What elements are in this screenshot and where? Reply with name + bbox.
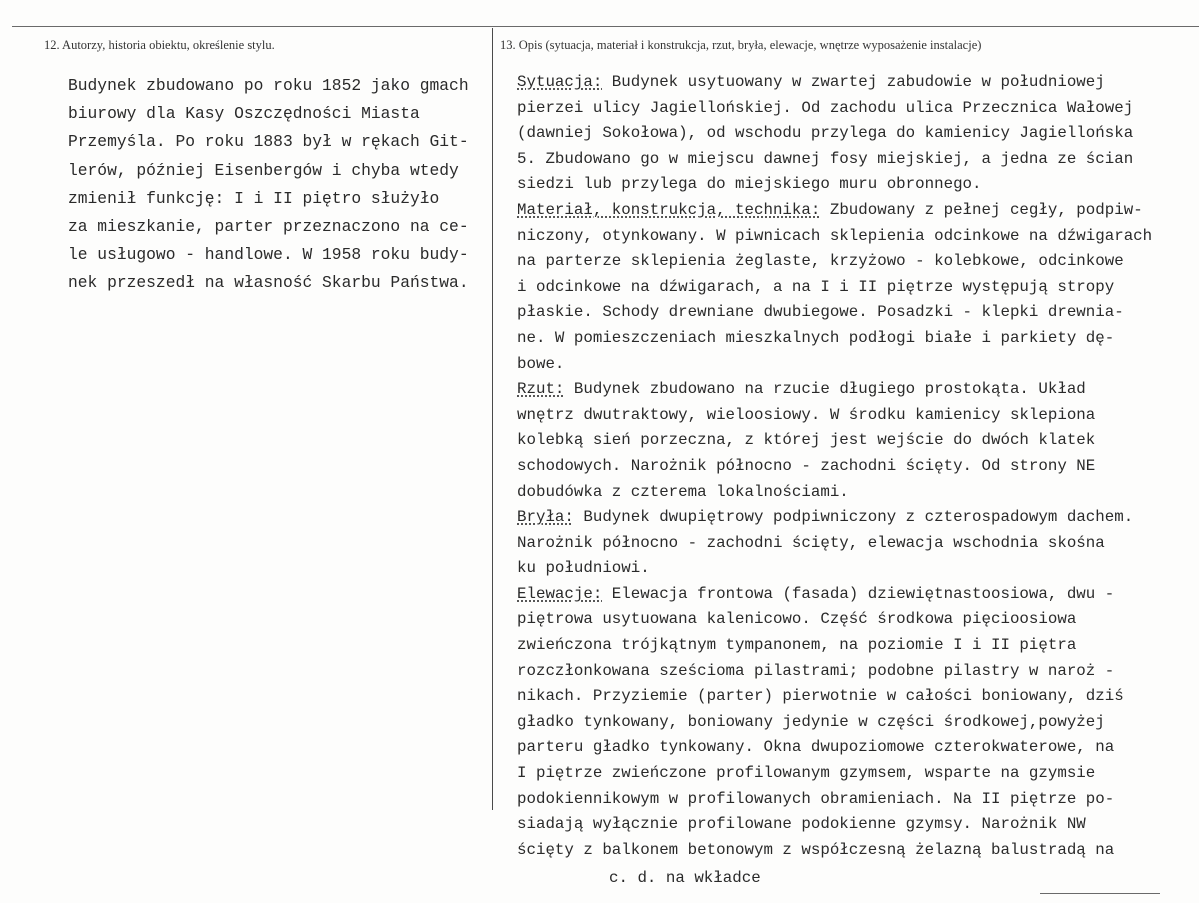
description-text: Budynek zbudowano na rzucie długiego prostokąta. Układ (564, 380, 1086, 399)
description-text: i odcinkowe na dźwigarach, a na I i II piętrze występują stropy (517, 277, 1115, 296)
history-text-block (68, 72, 490, 298)
description-text: Budynek dwupiętrowy podpiwniczony z czterospadowym dachem. (573, 508, 1134, 527)
description-text: dobudówka z czterema lokalnościami. (517, 482, 849, 501)
description-line (517, 710, 1197, 736)
header-rule (12, 26, 1199, 27)
section-label: Rzut: (517, 380, 565, 399)
description-line (517, 377, 1197, 403)
description-text: Elewacja frontowa (fasada) dziewiętnastoosiowa, dwu - (602, 584, 1115, 603)
description-text: kolebką sień porzeczna, z której jest wejście do dwóch klatek (517, 431, 1096, 450)
description-line (517, 249, 1197, 275)
description-line (517, 147, 1197, 173)
description-line (517, 659, 1197, 685)
description-line (517, 275, 1197, 301)
description-line (517, 735, 1197, 761)
description-text: Narożnik północno - zachodni ścięty, elewacja wschodnia skośna (517, 533, 1105, 552)
description-text: I piętrze zwieńczone profilowanym gzymsem, wsparte na gzymsie (517, 764, 1096, 783)
description-line (517, 454, 1197, 480)
description-text: bowe. (517, 354, 565, 373)
description-line (517, 607, 1197, 633)
description-line (517, 787, 1197, 813)
description-text: ne. W pomieszczeniach mieszkalnych podłogi białe i parkiety dę- (517, 328, 1115, 347)
description-line (517, 531, 1197, 557)
description-text-block (517, 70, 1197, 863)
description-text: podokiennikowym w profilowanych obramieniach. Na II piętrze po- (517, 789, 1115, 808)
history-line: Budynek zbudowano po roku 1852 jako gmach (68, 76, 469, 95)
description-line (517, 428, 1197, 454)
description-text: ku południowi. (517, 559, 650, 578)
right-column-header: 13. Opis (sytuacja, materiał i konstrukcja, rzut, bryła, elewacje, wnętrze wyposażenie instalacje) (500, 38, 982, 52)
description-text: niczony, otynkowany. W piwnicach sklepienia odcinkowe na dźwigarach (517, 226, 1153, 245)
description-line (517, 96, 1197, 122)
description-text: 5. Zbudowano go w miejscu dawnej fosy miejskiej, a jedna ze ścian (517, 149, 1134, 168)
description-line (517, 761, 1197, 787)
description-text: pierzei ulicy Jagiellońskiej. Od zachodu ulica Przecznica Wałowej (517, 98, 1134, 117)
description-text: siadają wyłącznie profilowane podokienne gzymsy. Narożnik NW (517, 815, 1086, 834)
description-text: nikach. Przyziemie (parter) pierwotnie w całości boniowany, dziś (517, 687, 1124, 706)
left-column-header: 12. Autorzy, historia obiektu, określenie stylu. (44, 38, 275, 52)
description-text: płaskie. Schody drewniane dwubiegowe. Posadzki - klepki drewnia- (517, 303, 1124, 322)
column-divider (492, 28, 493, 810)
section-label: Sytuacja: (517, 73, 603, 91)
description-line (517, 582, 1197, 608)
description-text: wnętrz dwutraktowy, wieloosiowy. W środku kamienicy sklepiona (517, 405, 1096, 424)
description-line (517, 300, 1197, 326)
description-line (517, 326, 1197, 352)
description-line (517, 70, 1197, 96)
section-label: Elewacje: (517, 584, 603, 603)
description-text: rozczłonkowana sześcioma pilastrami; podobne pilastry w naroż - (517, 661, 1115, 680)
description-line (517, 812, 1197, 838)
continued-note: c. d. na wkładce (609, 869, 761, 887)
description-line (517, 505, 1197, 531)
history-line: lerów, później Eisenbergów i chyba wtedy (68, 160, 459, 180)
description-line (517, 556, 1197, 582)
description-text: parteru gładko tynkowany. Okna dwupoziomowe czterokwaterowe, na (517, 738, 1115, 757)
description-line (517, 172, 1197, 198)
footer-rule (1040, 893, 1160, 894)
description-line (517, 838, 1197, 864)
history-line: le usługowo - handlowe. W 1958 roku budy- (68, 245, 469, 265)
description-line (517, 403, 1197, 429)
section-label: Bryła: (517, 508, 574, 527)
history-line: nek przeszedł na własność Skarbu Państwa. (68, 273, 469, 293)
section-label: Materiał, konstrukcja, technika: (517, 200, 821, 219)
description-text: (dawniej Sokołowa), od wschodu przylega do kamienicy Jagiellońska (517, 124, 1134, 143)
history-line: Przemyśla. Po roku 1883 był w rękach Git- (68, 132, 469, 152)
description-line (517, 684, 1197, 710)
description-text: na parterze sklepienia żeglaste, krzyżowo - kolebkowe, odcinkowe (517, 252, 1124, 271)
description-text: zwieńczona trójkątnym tympanonem, na poziomie I i II piętra (517, 636, 1077, 655)
description-text: schodowych. Narożnik północno - zachodni ścięty. Od strony NE (517, 456, 1096, 475)
description-line (517, 198, 1197, 224)
description-text: Zbudowany z pełnej cegły, podpiw- (820, 200, 1143, 219)
description-line (517, 352, 1197, 378)
description-line (517, 633, 1197, 659)
description-text: Budynek usytuowany w zwartej zabudowie w południowej (602, 73, 1105, 91)
description-line (517, 121, 1197, 147)
description-line (517, 480, 1197, 506)
description-line (517, 224, 1197, 250)
description-text: ścięty z balkonem betonowym z współczesną żelazną balustradą na (517, 840, 1115, 859)
history-line: biurowy dla Kasy Oszczędności Miasta (68, 104, 420, 124)
history-line: zmienił funkcję: I i II piętro służyło (68, 188, 440, 208)
description-text: siedzi lub przylega do miejskiego muru obronnego. (517, 175, 982, 194)
description-text: gładko tynkowany, boniowany jedynie w części środkowej,powyżej (517, 712, 1105, 731)
description-text: piętrowa usytuowana kalenicowo. Część środkowa pięcioosiowa (517, 610, 1077, 629)
history-line: za mieszkanie, parter przeznaczono na ce- (68, 216, 469, 236)
